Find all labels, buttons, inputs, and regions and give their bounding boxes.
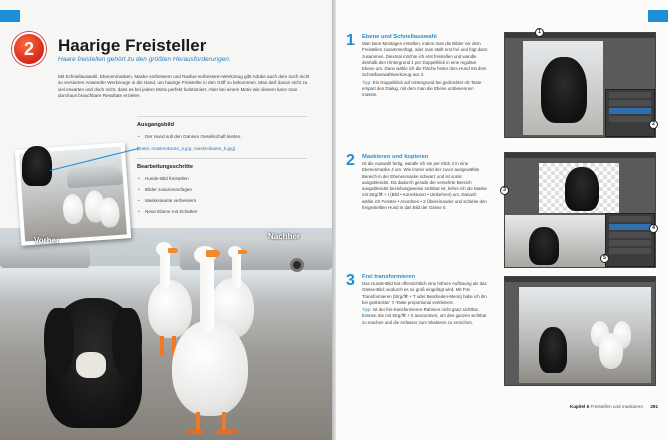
callout-marker: 4 (649, 224, 658, 233)
step-tip: Tipp: Ein Doppelklick auf Hintergrund bei gedrückter Alt-Taste erspart den Dialog, mit dem man die Ebene umbenennen müsste. (362, 79, 482, 97)
callout-marker: 1 (535, 28, 544, 37)
steps-item: • Maskenkante verbessern (137, 198, 197, 209)
chapter-tab-marker (648, 10, 668, 22)
page-subtitle: Haare freistellen gehört zu den größten Herausforderungen. (58, 56, 231, 63)
divider (137, 116, 307, 117)
after-photo (0, 228, 332, 440)
dog-chest (76, 352, 106, 378)
page-title: Haarige Freisteller (58, 36, 207, 55)
page-footer (570, 404, 658, 409)
label-after: Nachher (268, 232, 301, 241)
goose-neck (200, 256, 214, 332)
intro-paragraph: Mit Schnellauswahl, Ebenenmasken, Maske verbessern und Radius-verbessern-Werkzeug gibt Adobe auch dem noch nicht so versierten Anwender Werkzeuge in die Hand, um haarige Freisteller in den Griff zu bekommen. Man darf davon nicht zu viel erwarten und doch nicht, dass es bei jedem Motiv perfekt funktioniert. Aber bei einem Motiv wie diesem kann man durchaus brauchbare Resultate erzielen. (58, 74, 310, 98)
step-text: Man kann Montagen erstellen, indem man die Bilder vor dem Freistellen zusammenfügt, oder man stellt erst frei und fügt dann zusammen. Diesmal möchte ich erst freistellen und wandle deshalb den Hintergrund 1 per Doppelklick in eine reguläre Ebene um. Dann wähle ich die Fläche hinter dem Hund mit dem Schnellauswahlwerkzeug aus 2. (362, 41, 488, 78)
beak (238, 250, 247, 254)
steps-heading: Bearbeitungsschritte (137, 164, 193, 170)
footer-chapter: Kapitel 6 (570, 404, 590, 409)
file-reference: [Datei: maskenkante_a.jpg, maskenkante_b.jpg] (137, 146, 236, 151)
step-text: Das Hunde-Bild hat offensichtlich eine höhere Auflösung als das Gänse-Bild; wodurch es so groß eingefügt wird. Mit Frei Transformieren (Strg/⌘ + T oder Bearbeiten-Menü) habe ich ihn bei gedrückter ⇧-Taste proportional verkleinert. (362, 281, 487, 305)
beak (168, 248, 178, 253)
layers-panel (605, 89, 655, 137)
source-heading: Ausgangsbild (137, 122, 174, 128)
right-page (336, 0, 668, 440)
steps-item: • Neue Ebene mit Schatten (137, 209, 197, 220)
step-number: 1 (346, 32, 355, 49)
source-item: • Der Hund soll den Gänsen Gesellschaft leisten. (137, 134, 242, 145)
step-1 (346, 32, 488, 98)
chapter-tab-marker (0, 10, 20, 22)
callout-marker: 2 (649, 120, 658, 129)
divider (137, 158, 307, 159)
steps-item: • Hunde-Bild freistellen (137, 176, 197, 187)
steps-list (137, 176, 197, 220)
step-text: Ist die Auswahl fertig, wandle ich sie per Klick 3 in eine Ebenenmaske 4 um. Wie immer wird der zuvor ausgewählte Bereich in der Ebenenmaske schwarz und ist somit ausgeblendet. Da dadurch gerade der versehrte Bereich ausgeblendet beziehungsweise sichtbar ist, kehre ich die Maske mit Strg/⌘ + I (Bild • Korrekturen • Umkehren) um. Danach wähle ich Fenster • Anordnen • 2 Übereinander und schiebe den freigestellten Hund in das Bild der Gänse 5. (362, 161, 487, 210)
beak (206, 250, 220, 257)
step-title: Ebene und Schnellauswahl (362, 34, 437, 40)
steps-item: • Bilder zusammenfügen (137, 187, 197, 198)
dog-ear (112, 308, 142, 378)
screenshot-step-2 (504, 152, 656, 268)
dog-small-crop (22, 146, 52, 186)
layers-panel (605, 213, 655, 267)
chapter-badge: 2 (12, 32, 46, 66)
step-number: 2 (346, 152, 355, 169)
footer-section: Freistellen und maskieren (590, 404, 644, 409)
step-number: 3 (346, 272, 355, 289)
callout-marker: 5 (600, 254, 609, 263)
goose (148, 280, 192, 338)
left-page (0, 0, 332, 440)
step-tip: Tipp: Ist der frei-transformieren-Rahmen nicht ganz sichtbar, können Sie mit Strg/⌘ + 0 auszoomen, um den ganzen sichtbar zu machen und die Anfasser zum Skalieren zu erreichen. (362, 307, 487, 325)
page-number: 291 (650, 404, 658, 409)
screenshot-step-3 (504, 276, 656, 386)
step-title: Maskieren und kopieren (362, 154, 429, 160)
screenshot-step-1 (504, 32, 656, 138)
step-3 (346, 272, 488, 326)
callout-marker: 3 (500, 186, 509, 195)
goose (172, 320, 248, 416)
label-before: Vorher (34, 236, 60, 245)
source-list (137, 134, 242, 145)
step-title: Frei transformieren (362, 274, 416, 280)
dog-ear (44, 308, 74, 378)
step-2 (346, 152, 488, 211)
